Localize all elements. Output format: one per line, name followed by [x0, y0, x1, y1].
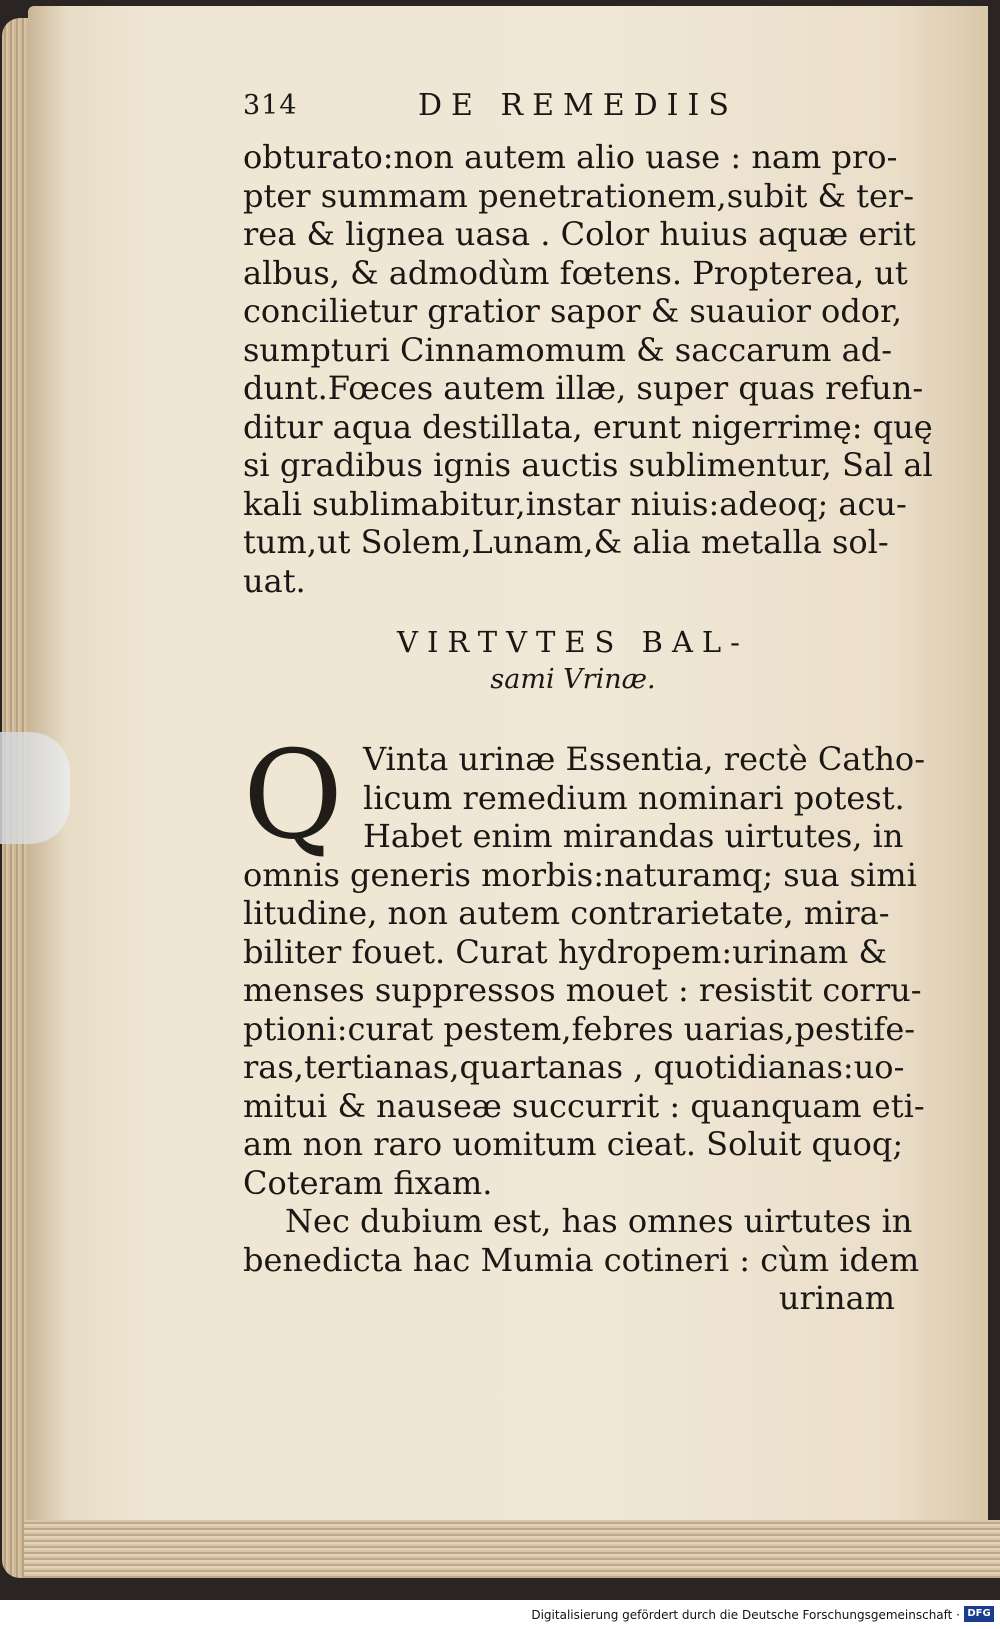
paragraph-virtues: [243, 724, 925, 1202]
running-head: [243, 80, 903, 138]
page-number: 314: [243, 90, 298, 121]
funding-note: Digitalisierung gefördert durch die Deutsche Forschungsgemeinschaft ·: [531, 1608, 960, 1622]
text-line: concilietur gratior sapor & suauior odor,: [243, 292, 903, 330]
drop-cap: Q: [243, 724, 344, 866]
text-line: ditur aqua destillata, erunt nigerrimę: quę: [243, 407, 933, 446]
text-line: pter summam penetrationem,subit & ter-: [243, 176, 915, 215]
page-clip: [0, 732, 70, 844]
header-title: DE REMEDIIS: [418, 88, 738, 123]
text-block: [243, 80, 933, 1318]
paragraph-mumia: [243, 1202, 920, 1318]
text-line: kali sublimabitur,instar niuis:adeoq; acu-: [243, 484, 907, 523]
text-line: dunt.Fœces autem illæ, super quas refun-: [243, 369, 924, 407]
text-line: menses suppressos mouet : resistit corru-: [243, 971, 922, 1009]
text-line: ras,tertianas,quartanas , quotidianas:uo-: [243, 1048, 905, 1086]
text-line: licum remedium nominari potest.: [363, 778, 905, 817]
page-bottom-edges: [24, 1520, 1000, 1578]
catchword: urinam: [778, 1279, 895, 1317]
text-line: Nec dubium est, has omnes uirtutes in: [285, 1202, 913, 1240]
text-line: biliter fouet. Curat hydropem:urinam &: [243, 932, 887, 971]
text-line: ptioni:curat pestem,febres uarias,pestife-: [243, 1009, 916, 1048]
heading-line-2: sami Vrinæ.: [490, 664, 656, 695]
text-line: si gradibus ignis auctis sublimentur, Sal al: [243, 446, 933, 484]
text-line: uat.: [243, 561, 306, 600]
footer: [0, 1600, 1000, 1629]
text-line: rea & lignea uasa . Color huius aquæ erit: [243, 215, 916, 253]
dfg-logo: DFG: [964, 1606, 994, 1622]
text-line: litudine, non autem contrarietate, mira-: [243, 894, 890, 932]
text-line: Coteram fixam.: [243, 1163, 493, 1202]
text-line: obturato:non autem alio uase : nam pro-: [243, 138, 898, 176]
text-line: mitui & nauseæ succurrit : quanquam eti-: [243, 1086, 925, 1125]
text-line: sumpturi Cinnamomum & saccarum ad-: [243, 330, 892, 369]
text-line: tum,ut Solem,Lunam,& alia metalla sol-: [243, 523, 889, 561]
text-line: albus, & admodùm fœtens. Propterea, ut: [243, 253, 908, 292]
heading-line-1: VIRTVTES BAL-: [397, 625, 749, 659]
section-heading: [243, 622, 903, 698]
text-line: benedicta hac Mumia cotineri : cùm idem: [243, 1240, 920, 1279]
paragraph-continuation: [243, 138, 933, 600]
text-line: omnis generis morbis:naturamq; sua simi: [243, 855, 917, 894]
text-line: Habet enim mirandas uirtutes, in: [363, 817, 904, 855]
text-line: am non raro uomitum cieat. Soluit quoq;: [243, 1125, 904, 1163]
text-line: Vinta urinæ Essentia, rectè Catho-: [363, 740, 925, 778]
